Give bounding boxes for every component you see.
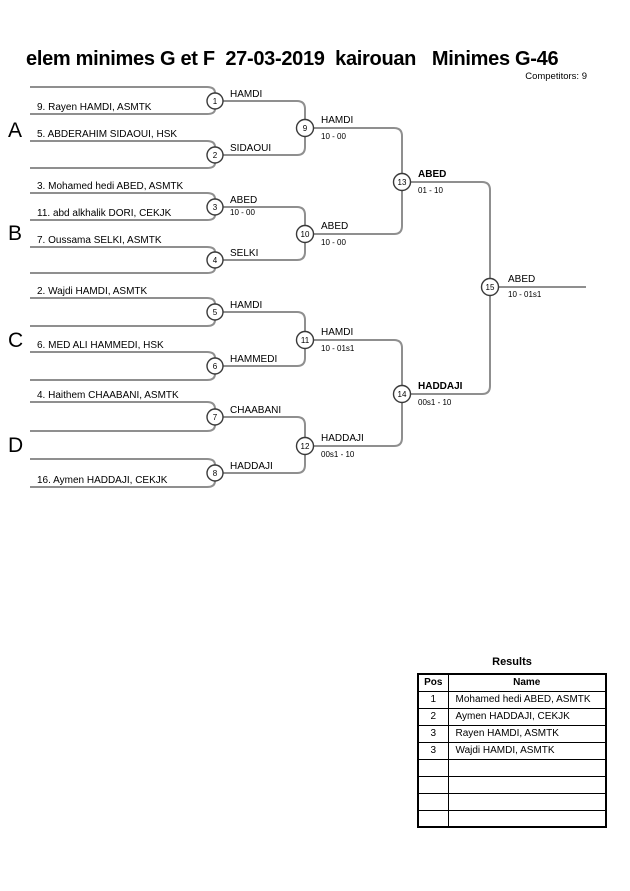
slot-name: 7. Oussama SELKI, ASMTK	[37, 235, 162, 246]
match-winner-10: ABED	[321, 221, 349, 232]
bracket-line	[215, 207, 305, 226]
match-number-12: 12	[300, 442, 310, 451]
bracket-line	[30, 298, 215, 304]
results-section	[417, 656, 607, 828]
bracket-line	[30, 163, 215, 168]
match-winner-11: HAMDI	[321, 327, 354, 338]
match-number-5: 5	[212, 308, 218, 317]
match-number-4: 4	[212, 256, 218, 265]
results-name-cell	[448, 810, 606, 827]
match-winner-3: ABED	[230, 195, 258, 206]
match-number-3: 3	[212, 203, 218, 212]
match-score-13: 01 - 10	[418, 186, 443, 195]
results-pos-cell	[418, 793, 448, 810]
match-score-14: 00s1 - 10	[418, 398, 452, 407]
group-label-c: C	[8, 329, 24, 352]
results-pos-cell	[418, 776, 448, 793]
match-winner-5: HAMDI	[230, 300, 263, 311]
bracket-line	[305, 190, 402, 234]
slot-name: 16. Aymen HADDAJI, CEKJK	[37, 475, 168, 486]
bracket-line	[30, 320, 215, 326]
results-row	[418, 793, 606, 810]
match-winner-12: HADDAJI	[321, 433, 364, 444]
group-label-b: B	[8, 222, 23, 245]
results-name-cell	[448, 759, 606, 776]
match-score-9: 10 - 00	[321, 132, 346, 141]
bracket-line	[30, 352, 215, 358]
match-winner-7: CHAABANI	[230, 405, 282, 416]
match-winner-4: SELKI	[230, 248, 259, 259]
results-row	[418, 810, 606, 827]
competitors-count: Competitors: 9	[525, 71, 587, 82]
bracket-line	[30, 193, 215, 199]
match-score-12: 00s1 - 10	[321, 450, 355, 459]
match-winner-8: HADDAJI	[230, 461, 273, 472]
results-row	[418, 725, 606, 742]
bracket-line	[30, 268, 215, 273]
match-score-10: 10 - 00	[321, 238, 346, 247]
results-row	[418, 742, 606, 759]
results-header-pos: Pos	[418, 674, 448, 691]
results-header-name: Name	[448, 674, 606, 691]
results-table	[417, 673, 607, 828]
results-pos-cell: 3	[418, 725, 448, 742]
bracket-line	[215, 312, 305, 332]
bracket-line	[30, 247, 215, 252]
bracket-line	[30, 459, 215, 465]
match-score-3: 10 - 00	[230, 208, 255, 217]
match-winner-1: HAMDI	[230, 89, 263, 100]
bracket-line	[30, 141, 215, 147]
bracket-line	[30, 87, 215, 93]
results-name-cell	[448, 776, 606, 793]
bracket-line	[305, 128, 402, 174]
results-pos-cell: 1	[418, 691, 448, 708]
match-number-6: 6	[212, 362, 218, 371]
results-pos-cell	[418, 810, 448, 827]
slot-name: 5. ABDERAHIM SIDAOUI, HSK	[37, 129, 178, 140]
match-winner-2: SIDAOUI	[230, 143, 272, 154]
slot-name: 2. Wajdi HAMDI, ASMTK	[37, 286, 148, 297]
slot-name: 9. Rayen HAMDI, ASMTK	[37, 102, 152, 113]
results-pos-cell: 2	[418, 708, 448, 725]
match-number-7: 7	[212, 413, 218, 422]
slot-name: 4. Haithem CHAABANI, ASMTK	[37, 390, 179, 401]
match-number-14: 14	[397, 390, 407, 399]
match-number-10: 10	[300, 230, 310, 239]
slot-name: 3. Mohamed hedi ABED, ASMTK	[37, 181, 184, 192]
bracket-line	[215, 417, 305, 438]
group-label-a: A	[8, 119, 23, 142]
results-name-cell: Mohamed hedi ABED, ASMTK	[448, 691, 606, 708]
match-number-15: 15	[485, 283, 495, 292]
results-row	[418, 708, 606, 725]
bracket-line	[30, 374, 215, 380]
page-title: elem minimes G et F 27-03-2019 kairouan Minimes G-46	[26, 48, 559, 70]
bracket-line	[215, 101, 305, 120]
results-row	[418, 691, 606, 708]
results-name-cell: Wajdi HAMDI, ASMTK	[448, 742, 606, 759]
results-row	[418, 776, 606, 793]
bracket-line	[30, 402, 215, 409]
match-winner-9: HAMDI	[321, 115, 354, 126]
bracket-line	[30, 425, 215, 431]
bracket-line	[215, 242, 305, 260]
results-row	[418, 759, 606, 776]
match-winner-6: HAMMEDI	[230, 354, 278, 365]
group-label-d: D	[8, 434, 24, 457]
results-name-cell	[448, 793, 606, 810]
results-name-cell: Rayen HAMDI, ASMTK	[448, 725, 606, 742]
match-number-2: 2	[212, 151, 218, 160]
match-winner-13: ABED	[418, 169, 447, 180]
match-score-11: 10 - 01s1	[321, 344, 355, 353]
match-number-8: 8	[212, 469, 218, 478]
slot-name: 11. abd alkhalik DORI, CEKJK	[37, 208, 172, 219]
match-score-15: 10 - 01s1	[508, 290, 542, 299]
results-title: Results	[492, 656, 532, 668]
match-winner-15: ABED	[508, 274, 536, 285]
match-number-1: 1	[212, 97, 218, 106]
results-pos-cell	[418, 759, 448, 776]
results-pos-cell: 3	[418, 742, 448, 759]
match-number-9: 9	[302, 124, 308, 133]
results-name-cell: Aymen HADDAJI, CEKJK	[448, 708, 606, 725]
match-winner-14: HADDAJI	[418, 381, 463, 392]
slot-name: 6. MED ALI HAMMEDI, HSK	[37, 340, 164, 351]
bracket-line	[402, 182, 490, 279]
results-header-row	[418, 674, 606, 691]
match-number-13: 13	[397, 178, 407, 187]
bracket-line	[402, 295, 490, 394]
match-number-11: 11	[300, 336, 310, 345]
